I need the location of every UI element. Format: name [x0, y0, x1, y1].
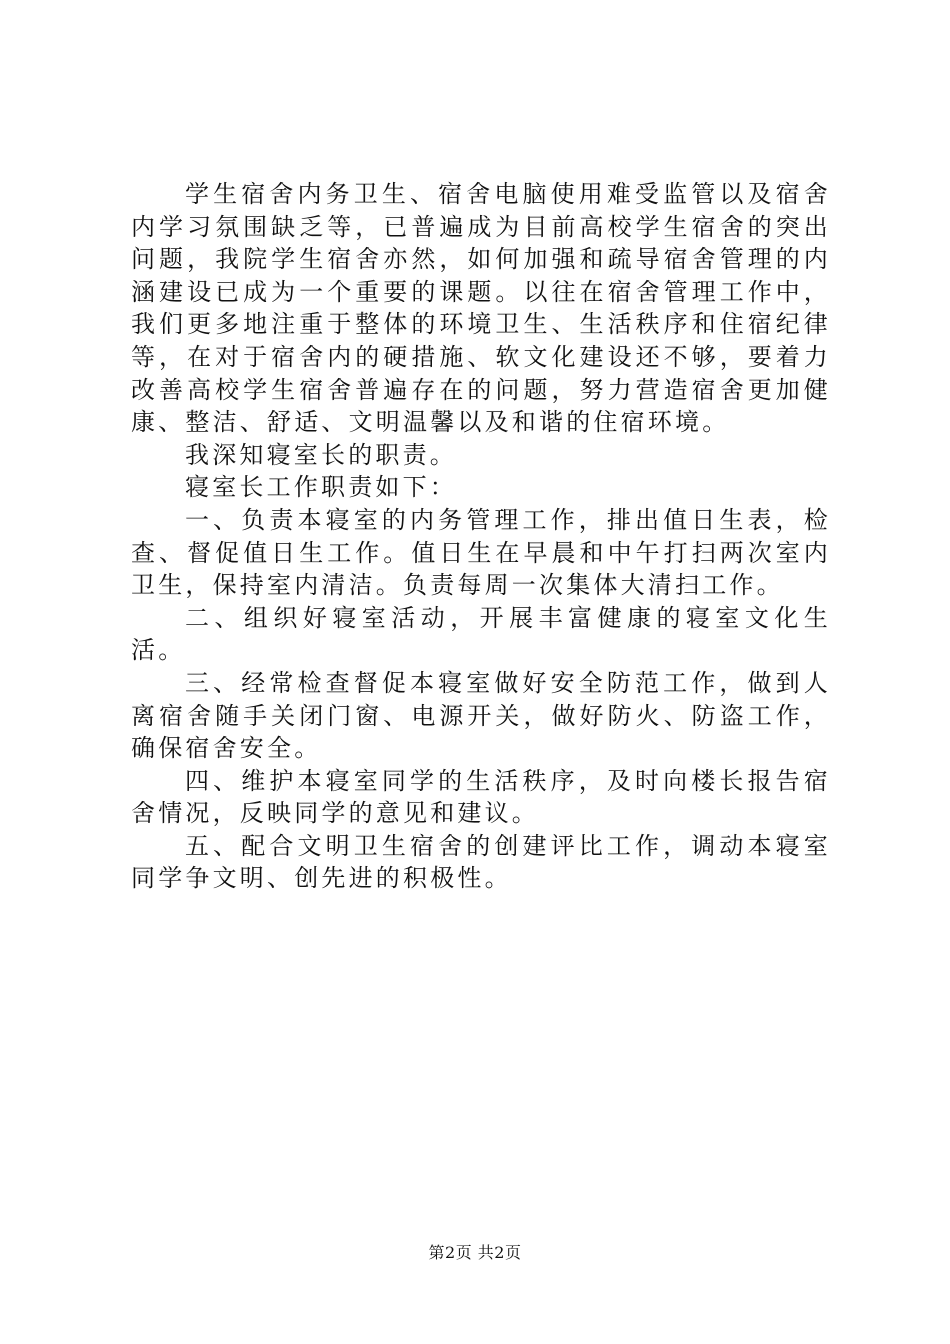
- paragraph-duty-1: 一、负责本寝室的内务管理工作，排出值日生表，检查、督促值日生工作。值日生在早晨和中午打扫两次室内卫生，保持室内清洁。负责每周一次集体大清扫工作。: [131, 505, 831, 600]
- paragraph-duty-awareness: 我深知寝室长的职责。: [185, 440, 457, 469]
- paragraph-duties-heading: 寝室长工作职责如下：: [185, 473, 457, 502]
- page-number-label: 第2页 共2页: [428, 1243, 522, 1262]
- paragraph-duty-5: 五、配合文明卫生宿舍的创建评比工作，调动本寝室同学争文明、创先进的积极性。: [131, 831, 831, 893]
- paragraph-intro: 学生宿舍内务卫生、宿舍电脑使用难受监管以及宿舍内学习氛围缺乏等，已普遍成为目前高校学生宿舍的突出问题，我院学生宿舍亦然，如何加强和疏导宿舍管理的内涵建设已成为一个重要的课题。以往在宿舍管理工作中，我们更多地注重于整体的环境卫生、生活秩序和住宿纪律等，在对于宿舍内的硬措施、软文化建设还不够，要着力改善高校学生宿舍普遍存在的问题，努力营造宿舍更加健康、整洁、舒适、文明温馨以及和谐的住宿环境。: [131, 180, 831, 437]
- paragraph-duty-2: 二、组织好寝室活动，开展丰富健康的寝室文化生活。: [131, 603, 831, 665]
- paragraph-duty-3: 三、经常检查督促本寝室做好安全防范工作，做到人离宿舍随手关闭门窗、电源开关，做好防火、防盗工作，确保宿舍安全。: [131, 668, 831, 763]
- document-body: [131, 178, 831, 895]
- paragraph-duty-4: 四、维护本寝室同学的生活秩序，及时向楼长报告宿舍情况，反映同学的意见和建议。: [131, 766, 831, 828]
- page-footer: [0, 1243, 950, 1263]
